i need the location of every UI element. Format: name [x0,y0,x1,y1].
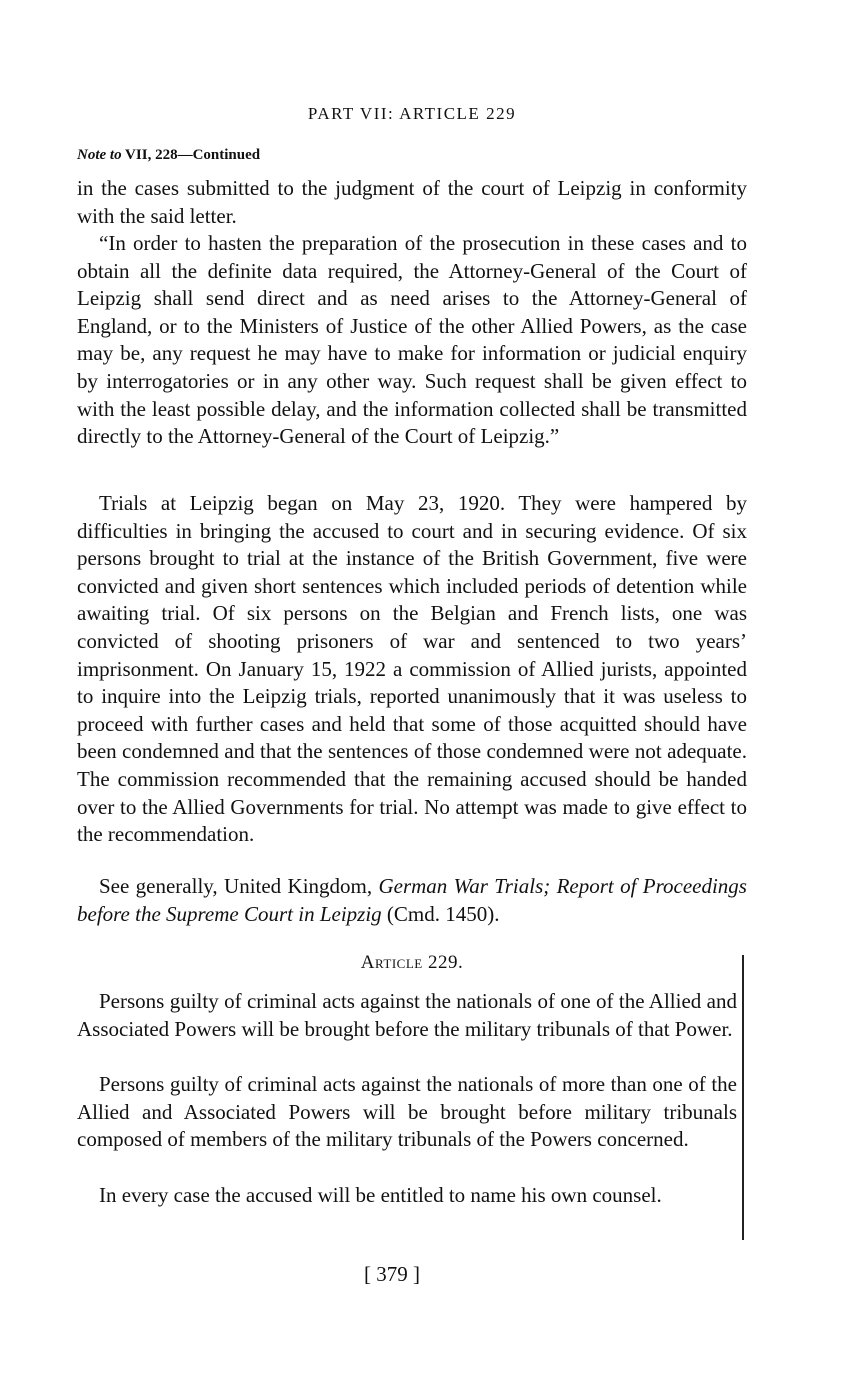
article-paragraph-2: Persons guilty of criminal acts against the nationals of more than one of the Allied and Associated Powers will be brought before military tribunals composed of members of the military tribunals of the Powers concerned. [77,1072,737,1152]
article-heading-number: 229. [422,952,464,973]
citation-title: German War Trials; Report of Proceedings before the Supreme Court in Leipzig [77,874,747,926]
article-paragraph-1: Persons guilty of criminal acts against the nationals of one of the Allied and Associated Powers will be brought before the military tribunals of that Power. [77,989,737,1041]
paragraph-quoted-letter: “In order to hasten the preparation of the prosecution in these cases and to obtain all the definite data required, the Attorney-General of the Court of Leipzig shall send direct and as need arises to the Attorney-General of England, or to the Ministers of Justice of the other Allied Powers, as the case may be, any request he may have to make for information or judicial enquiry by interrogatories or in any other way. Such request shall be given effect to with the least possible delay, and the information collected shall be transmitted directly to the Attorney-General of the Court of Leipzig.” [77,231,747,449]
article-paragraph-3: In every case the accused will be entitled to name his own counsel. [99,1183,662,1207]
article-margin-rule [742,955,744,1240]
note-label-italic: Note to [77,147,122,163]
article-heading [77,952,747,974]
article-heading-word: Article [360,952,423,973]
note-label-rest: VII, 228—Continued [121,147,261,163]
paragraph-leipzig-trials: Trials at Leipzig began on May 23, 1920. They were hampered by difficulties in bringing the accused to court and in securing evidence. Of six persons brought to trial at the instance of the British Government, five were convicted and given short sentences which included periods of detention while awaiting trial. Of six persons on the Belgian and French lists, one was convicted of shooting prisoners of war and sentenced to two years’ imprisonment. On January 15, 1922 a commission of Allied jurists, appointed to inquire into the Leipzig trials, reported unanimously that it was useless to proceed with further cases and held that some of those acquitted should have been condemned and that the sentences of those condemned were not adequate. The commission recommended that the remaining accused should be handed over to the Allied Governments for trial. No attempt was made to give effect to the recommendation. [77,491,747,847]
note-label [77,147,260,164]
paragraph-continuation: in the cases submitted to the judgment of the court of Leipzig in conformity with the said letter. [77,176,747,228]
page-number: [ 379 ] [364,1262,420,1286]
citation-reference: (Cmd. 1450). [381,901,500,926]
running-head: PART VII: ARTICLE 229 [307,104,517,123]
citation-intro: See generally, United Kingdom, [99,874,379,898]
paragraph-see-generally [77,873,747,928]
